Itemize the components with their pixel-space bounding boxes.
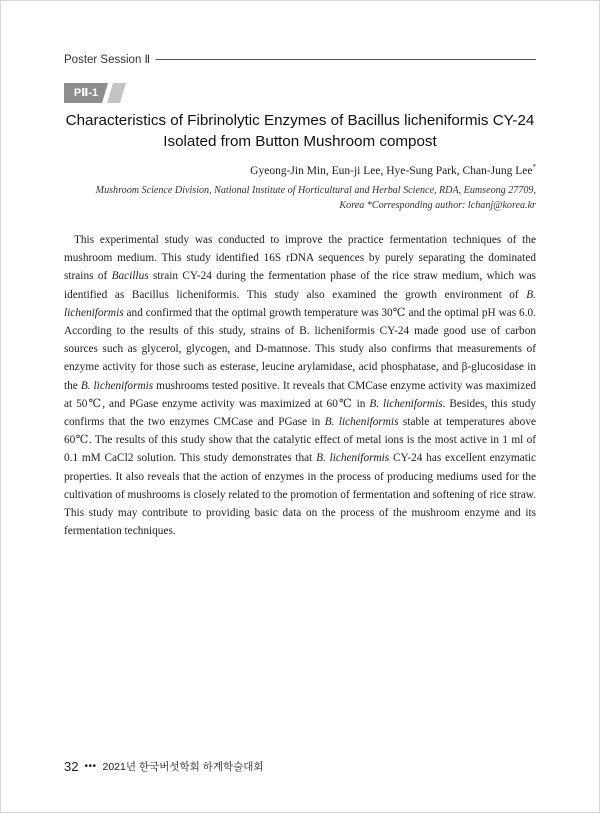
species-name: B. licheniformis xyxy=(64,288,536,319)
header-rule xyxy=(156,59,536,60)
affiliation xyxy=(64,183,536,213)
poster-code-badge xyxy=(64,83,126,103)
poster-code: PⅡ-1 xyxy=(73,87,99,99)
affiliation-line-1: Mushroom Science Division, National Institute of Horticultural and Herbal Science, RDA, Eumseong 27709, xyxy=(95,185,536,196)
abstract-text: mushrooms tested positive. It reveals that CMCase enzyme activity was maximized at 50℃, and PGase enzyme activity was maximized at 60℃ in xyxy=(64,379,536,410)
footer-dots: ••• xyxy=(84,760,97,772)
paper-title xyxy=(64,110,536,152)
species-name: Bacillus xyxy=(111,270,149,283)
title-line-2: Isolated from Button Mushroom compost xyxy=(163,133,437,150)
abstract-text: This experimental study was conducted to improve the practice fermentation techniques of the mushroom medium. This study identified 16S rDNA sequences by purely separating the dominated strains of xyxy=(64,234,536,283)
abstract-text: CY-24 has excellent enzymatic properties. It also reveals that the action of enzymes in the process of producing mediums used for the cultivation of mushrooms is closely related to the promotion of fermentation and softening of rice straw. This study may contribute to providing basic data on the process of the mushroom enzyme and its fermentation techniques. xyxy=(64,452,536,538)
species-name: B. licheniformis xyxy=(324,416,399,429)
species-name: B. licheniformis xyxy=(316,452,390,465)
abstract-text: . Besides, this study confirms that the two enzymes CMCase and PGase in xyxy=(64,397,536,429)
session-label: Poster Session Ⅱ xyxy=(64,54,151,66)
abstract-text: strain CY-24 during the fermentation phase of the rice straw medium, which was identified as Bacillus licheniformis. This study also examined the growth environment of xyxy=(64,270,536,301)
species-name: B. licheniformis xyxy=(369,397,443,410)
abstract-text: and confirmed that the optimal growth temperature was 30℃ and the optimal pH was 6.0. According to the results of this study, strains of B. licheniformis CY-24 made good use of carbon sources such as glycerol, glycogen, and D-mannose. This study also confirms that measurements of enzyme activity for those such as esterase, leucine arylamidase, acid phosphatase, and β-glucosidase in the xyxy=(64,306,536,392)
corresponding-mark: * xyxy=(532,163,536,171)
species-name: B. licheniformis xyxy=(80,379,154,392)
author-names: Gyeong-Jin Min, Eun-ji Lee, Hye-Sung Park, Chan-Jung Lee xyxy=(250,164,533,177)
title-line-1: Characteristics of Fibrinolytic Enzymes of Bacillus licheniformis CY-24 xyxy=(65,112,535,129)
page-number: 32 xyxy=(64,758,79,774)
affiliation-line-2: Korea *Corresponding author: lchanj@korea.kr xyxy=(339,200,536,211)
author-list xyxy=(64,163,536,177)
conference-name: 2021년 한국버섯학회 하계학술대회 xyxy=(102,760,264,773)
abstract-text: stable at temperatures above 60℃. The results of this study show that the catalytic effect of metal ions is the most active in 1 ml of 0.1 mM CaCl2 solution. This study demonstrates that xyxy=(64,416,536,465)
session-header xyxy=(64,50,536,68)
abstract-body xyxy=(64,231,536,540)
page-footer xyxy=(64,757,264,775)
